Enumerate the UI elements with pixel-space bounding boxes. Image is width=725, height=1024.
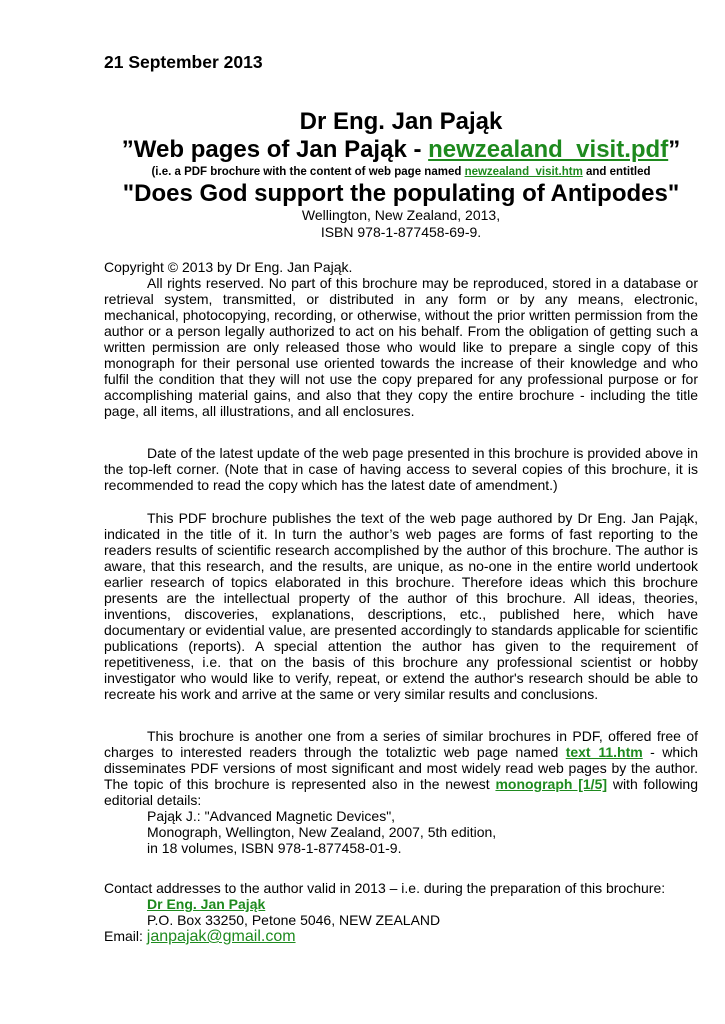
series-part2: - which disseminates PDF versions of most significant and most widely read web pages by the author. The topic of this brochure is represented also in the newest [104,744,699,792]
brochure-isbn: ISBN 978-1-877458-69-9. [320,224,482,240]
series-part1: This brochure is another one from a series of similar brochures in PDF, offered free of charges to interested readers through the totaliztic web page named [104,728,698,760]
pdf-file-link[interactable]: newzealand_visit.pdf [428,136,669,163]
pdf-note [104,166,698,178]
web-title-prefix: ”Web pages of Jan Pająk - [121,136,429,163]
pdf-note-prefix: (i.e. a PDF brochure with the content of web page named [151,166,465,178]
update-paragraph: Date of the latest update of the web page presented in this brochure is provided above in the top-left corner. (Note that in case of having access to several copies of this brochure, it is recommended to read the copy which has the latest date of amendment.) [104,445,698,493]
publishes-paragraph-wrap [104,510,698,702]
web-title-suffix: ” [668,136,681,163]
author-contact-link[interactable]: Dr Eng. Jan Pająk [147,896,266,912]
email-line [104,928,698,945]
contact-section [104,880,698,945]
monograph-line-3: in 18 volumes, ISBN 978-1-877458-01-9. [147,840,402,856]
monograph-line-2: Monograph, Wellington, New Zealand, 2007, 5th edition, [147,824,497,840]
publishes-paragraph: This PDF brochure publishes the text of the web page authored by Dr Eng. Jan Pająk, indicated in the title of it. In turn the author’s web pages are forms of fast reporting to the readers results of scientific research accomplished by the author of this brochure. The author is aware, that this research, and the results, are unique, as no-one in the entire world undertook earlier research of topics elaborated in this brochure. Therefore ideas which this brochure presents are the intellectual property of the author of this brochure. All ideas, theories, inventions, discoveries, explanations, descriptions, etc., published here, which have documentary or evidential value, are presented accordingly to standards applicable for scientific publications (reports). A special attention the author has given to the requirement of repetitiveness, i.e. that on the basis of this brochure any professional scientist or hobby investigator who would like to verify, repeat, or extend the author's research should be able to recreate his work and arrive at the same or very similar results and conclusions. [104,510,698,702]
subject-title: "Does God support the populating of Antipodes" [122,180,680,207]
author-name: Dr Eng. Jan Pająk [299,108,503,135]
monograph-link[interactable]: monograph [1/5] [495,776,608,792]
copyright-line: Copyright © 2013 by Dr Eng. Jan Pająk. [104,259,353,275]
postal-address: P.O. Box 33250, Petone 5046, NEW ZEALAND [147,912,441,928]
email-link[interactable]: janpajak@gmail.com [146,928,296,945]
text11-link[interactable]: text_11.htm [565,744,643,760]
contact-name-line [104,896,698,912]
contact-intro: Contact addresses to the author valid in 2013 – i.e. during the preparation of this brochure: [104,880,666,896]
email-label: Email: [104,928,147,944]
htm-file-link[interactable]: newzealand_visit.htm [464,166,583,178]
publication-place: Wellington, New Zealand, 2013, [301,207,501,223]
series-section [104,728,698,856]
web-pages-title [104,136,698,164]
series-paragraph [104,728,698,808]
copyright-section [104,259,698,419]
rights-paragraph: All rights reserved. No part of this brochure may be reproduced, stored in a database or retrieval system, transmitted, or distributed in any form or by any means, electronic, mechanical, photocopying, recording, or otherwise, without the prior written permission from the author or a person legally authorized to act on his behalf. From the obligation of getting such a written permission are only released those who would like to prepare a single copy of this monograph for their personal use oriented towards the increase of their knowledge and who fulfil the condition that they will not use the copy prepared for any professional purpose or for accomplishing material gains, and also that they copy the entire brochure - including the title page, all items, all illustrations, and all enclosures. [104,275,698,419]
update-date: 21 September 2013 [104,52,263,72]
update-paragraph-wrap [104,445,698,493]
series-part3: with following editorial details: [104,776,699,808]
pdf-note-suffix: and entitled [582,166,651,178]
monograph-line-1: Pająk J.: "Advanced Magnetic Devices", [147,808,396,824]
